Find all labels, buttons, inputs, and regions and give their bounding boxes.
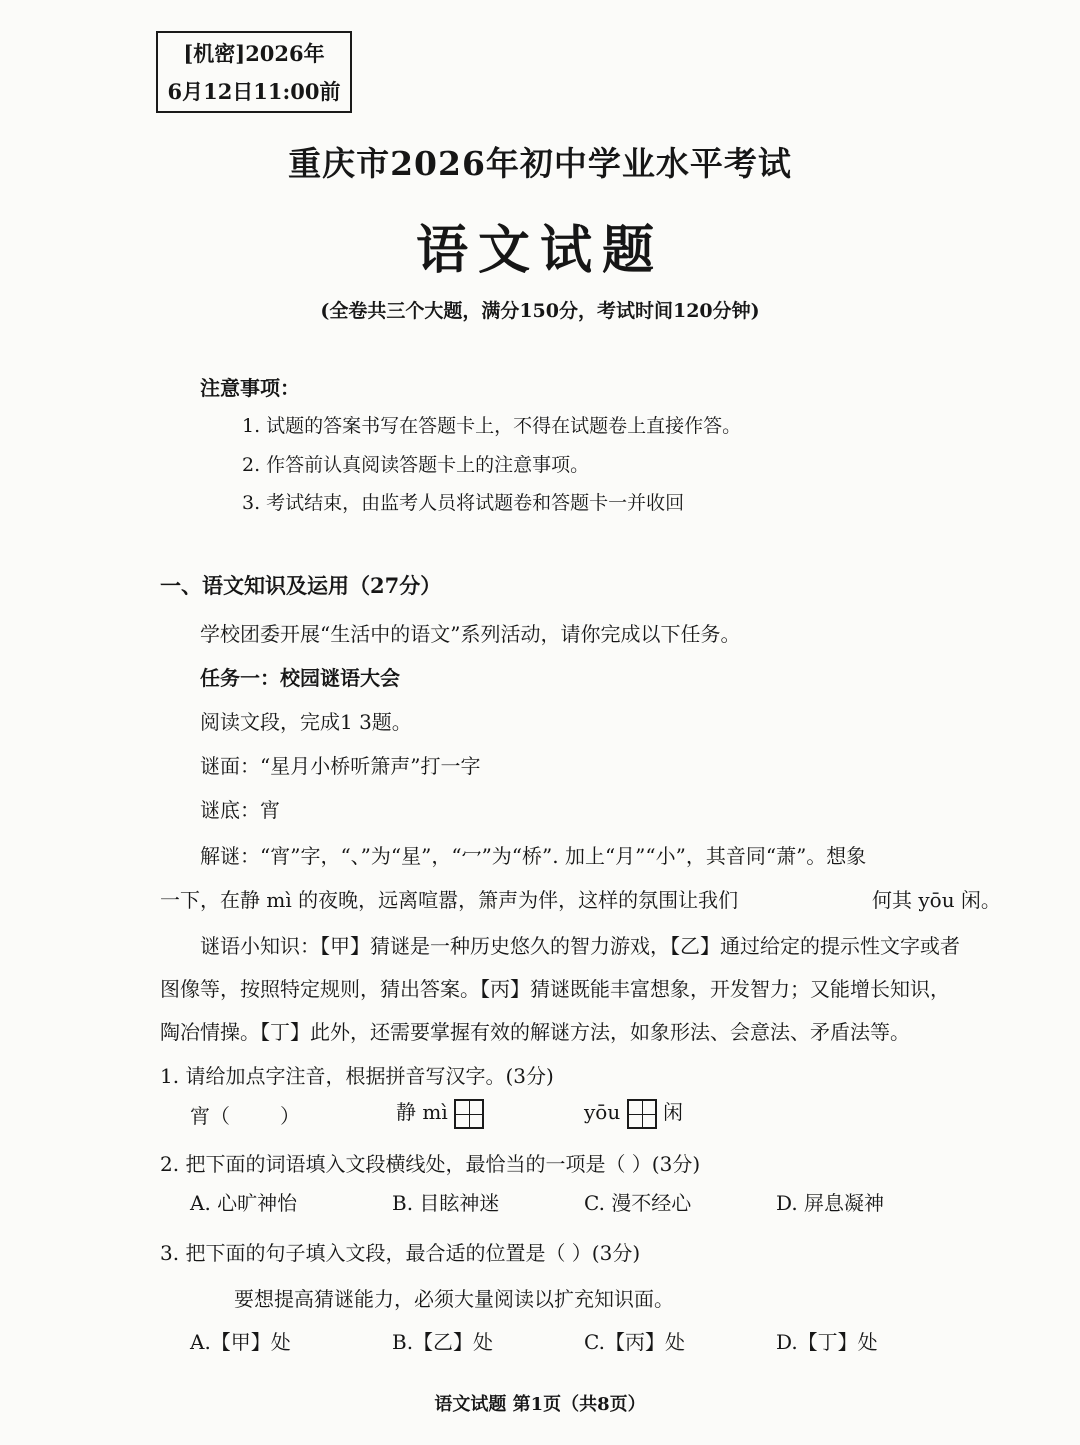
q1-item-a — [190, 1100, 300, 1129]
notice-item: 3. 考试结束，由监考人员将试题卷和答题卡一并收回 — [242, 492, 685, 514]
q1-item-b — [396, 1096, 484, 1129]
riddle-explanation: 解谜：“宵”字，“、”为“星”，“冖”为“桥”. 加上“月”“小”，其音同“萧”。想象 — [200, 844, 867, 868]
exam-title: 重庆市2026年初中学业水平考试 — [288, 144, 792, 183]
section-intro: 学校团委开展“生活中的语文”系列活动，请你完成以下任务。 — [200, 622, 741, 646]
paper-title: 语文试题 — [415, 220, 664, 281]
q2-option[interactable]: A. 心旷神怡 — [190, 1191, 298, 1215]
riddle-knowledge-cont: 图像等，按照特定规则，猜出答案。【丙】猜谜既能丰富想象，开发智力；又能增长知识， — [160, 977, 950, 1001]
q1-item-b-pinyin: 静 mì — [396, 1100, 448, 1124]
confidential-stamp — [156, 31, 352, 113]
q3-sentence: 要想提高猜谜能力，必须大量阅读以扩充知识面。 — [234, 1287, 674, 1311]
q3-option[interactable]: A.【甲】处 — [190, 1330, 291, 1354]
riddle-explanation-end: 何其 yōu 闲。 — [872, 888, 1001, 912]
q3-option[interactable]: B.【乙】处 — [392, 1330, 494, 1354]
task-heading: 任务一：校园谜语大会 — [200, 666, 400, 690]
page-footer: 语文试题 第1页（共8页） — [434, 1394, 646, 1415]
stamp-line-1: [机密]2026年 — [183, 41, 325, 66]
q1-item-a-char: 宵（ — [190, 1104, 230, 1128]
riddle-explanation-cont: 一下，在静 mì 的夜晚，远离喧嚣，箫声为伴，这样的氛围让我们 — [160, 888, 739, 912]
answer-box[interactable] — [627, 1099, 657, 1129]
notice-heading: 注意事项： — [200, 376, 300, 400]
riddle-knowledge: 谜语小知识：【甲】猜谜是一种历史悠久的智力游戏，【乙】通过给定的提示性文字或者 — [200, 934, 960, 958]
read-prompt: 阅读文段，完成1 3题。 — [200, 710, 412, 734]
riddle-answer: 谜底：宵 — [200, 798, 280, 822]
riddle-face: 谜面：“星月小桥听箫声”打一字 — [200, 754, 481, 778]
riddle-knowledge-cont: 陶冶情操。【丁】此外，还需要掌握有效的解谜方法，如象形法、会意法、矛盾法等。 — [160, 1020, 910, 1044]
q1-item-c — [584, 1096, 683, 1129]
q3-option[interactable]: C.【丙】处 — [584, 1330, 685, 1354]
question-2-stem: 2. 把下面的词语填入文段横线处，最恰当的一项是（ ）(3分) — [160, 1152, 701, 1176]
stamp-line-2: 6月12日11:00前 — [167, 79, 341, 104]
q3-option[interactable]: D.【丁】处 — [776, 1330, 878, 1354]
section-heading: 一、语文知识及运用（27分） — [160, 573, 442, 598]
question-1-stem: 1. 请给加点字注音，根据拼音写汉字。(3分) — [160, 1064, 554, 1088]
exam-subtitle: (全卷共三个大题，满分150分，考试时间120分钟) — [320, 300, 760, 322]
notice-item: 2. 作答前认真阅读答题卡上的注意事项。 — [242, 454, 590, 476]
q1-item-a-close: ） — [280, 1104, 300, 1128]
q1-item-c-tail: 闲 — [662, 1100, 683, 1124]
q2-option[interactable]: C. 漫不经心 — [584, 1191, 692, 1215]
q1-item-c-pinyin: yōu — [584, 1100, 621, 1124]
q2-option[interactable]: B. 目眩神迷 — [392, 1191, 500, 1215]
answer-box[interactable] — [454, 1099, 484, 1129]
question-3-stem: 3. 把下面的句子填入文段，最合适的位置是（ ）(3分) — [160, 1241, 641, 1265]
q2-option[interactable]: D. 屏息凝神 — [776, 1191, 885, 1215]
notice-item: 1. 试题的答案书写在答题卡上，不得在试题卷上直接作答。 — [242, 415, 742, 437]
